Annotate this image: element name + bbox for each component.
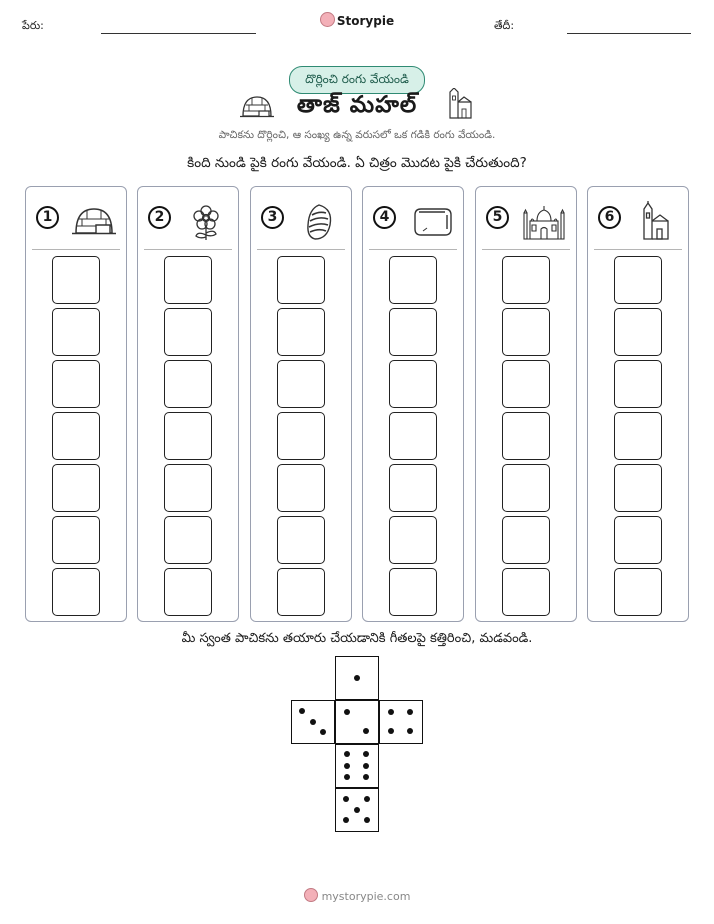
color-square[interactable]	[277, 360, 325, 408]
flower-icon	[182, 201, 230, 241]
die-instruction: మీ స్వంత పాచికను తయారు చేయడానికి గీతలపై కత్తిరించి, మడవండి.	[181, 631, 533, 646]
die-face-3	[291, 700, 335, 744]
color-square[interactable]	[52, 464, 100, 512]
color-square[interactable]	[52, 308, 100, 356]
die-pip	[364, 796, 370, 802]
page-title: తాజ్ మహల్	[296, 92, 418, 118]
brand-name: Storypie	[336, 14, 395, 28]
column-5	[475, 186, 577, 622]
column-3	[250, 186, 352, 622]
die-pip	[343, 796, 349, 802]
color-square[interactable]	[277, 568, 325, 616]
footer-url: mystorypie.com	[321, 890, 411, 903]
storypie-logo-icon	[320, 12, 335, 27]
color-square[interactable]	[164, 464, 212, 512]
color-square[interactable]	[614, 256, 662, 304]
brand-logo	[0, 12, 714, 28]
ice-cube-icon	[407, 201, 455, 241]
color-square[interactable]	[389, 308, 437, 356]
die-pip	[388, 728, 394, 734]
die-pip	[364, 817, 370, 823]
column-number: 5	[486, 206, 509, 229]
column-divider	[594, 249, 682, 250]
die-face-5	[335, 788, 379, 832]
color-square[interactable]	[277, 308, 325, 356]
die-pip	[354, 807, 360, 813]
color-square[interactable]	[52, 516, 100, 564]
column-1	[25, 186, 127, 622]
die-pip	[320, 729, 326, 735]
color-square[interactable]	[502, 568, 550, 616]
color-square[interactable]	[277, 256, 325, 304]
church-icon	[444, 88, 472, 122]
color-square[interactable]	[614, 568, 662, 616]
date-label: తేదీ:	[494, 19, 515, 32]
color-square[interactable]	[164, 412, 212, 460]
color-square[interactable]	[277, 464, 325, 512]
activity-badge: దొర్లించి రంగు వేయండి	[289, 66, 425, 94]
color-square[interactable]	[164, 308, 212, 356]
column-divider	[369, 249, 457, 250]
color-square[interactable]	[164, 360, 212, 408]
die-face-2	[335, 700, 379, 744]
color-square[interactable]	[277, 412, 325, 460]
instruction: కింది నుండి పైకి రంగు వేయండి. ఏ చిత్రం మొదట పైకి చేరుతుంది?	[187, 155, 527, 171]
die-face-4	[379, 700, 423, 744]
color-square[interactable]	[52, 568, 100, 616]
die-face-1	[335, 656, 379, 700]
color-square[interactable]	[52, 360, 100, 408]
color-square[interactable]	[52, 412, 100, 460]
die-face-6	[335, 744, 379, 788]
die-pip	[344, 751, 350, 757]
taj-mahal-icon	[520, 201, 568, 241]
die-pip	[344, 774, 350, 780]
color-square[interactable]	[614, 516, 662, 564]
name-field[interactable]	[101, 33, 256, 34]
color-square[interactable]	[502, 516, 550, 564]
stone-icon	[295, 201, 343, 241]
column-4	[362, 186, 464, 622]
color-square[interactable]	[389, 464, 437, 512]
color-square[interactable]	[389, 568, 437, 616]
color-square[interactable]	[614, 464, 662, 512]
die-pip	[363, 774, 369, 780]
die-pip	[363, 728, 369, 734]
column-2	[137, 186, 239, 622]
color-square[interactable]	[389, 412, 437, 460]
storypie-logo-icon	[304, 888, 318, 902]
die-pip	[310, 719, 316, 725]
color-square[interactable]	[389, 360, 437, 408]
color-square[interactable]	[502, 308, 550, 356]
color-square[interactable]	[502, 360, 550, 408]
color-square[interactable]	[614, 308, 662, 356]
column-6	[587, 186, 689, 622]
color-square[interactable]	[52, 256, 100, 304]
igloo-icon	[70, 201, 118, 241]
die-pip	[343, 817, 349, 823]
color-square[interactable]	[614, 360, 662, 408]
color-square[interactable]	[164, 568, 212, 616]
die-pip	[407, 728, 413, 734]
column-number: 3	[261, 206, 284, 229]
color-square[interactable]	[389, 256, 437, 304]
column-divider	[257, 249, 345, 250]
subtitle: పాచికను దొర్లించి, ఆ సంఖ్య ఉన్న వరుసలో ఒక గడికి రంగు వేయండి.	[218, 129, 496, 141]
column-divider	[32, 249, 120, 250]
color-square[interactable]	[502, 256, 550, 304]
footer	[0, 888, 714, 903]
die-pip	[344, 763, 350, 769]
column-number: 1	[36, 206, 59, 229]
die-pip	[407, 709, 413, 715]
die-pip	[388, 709, 394, 715]
die-pip	[363, 751, 369, 757]
die-pip	[299, 708, 305, 714]
die-pip	[344, 709, 350, 715]
color-square[interactable]	[164, 516, 212, 564]
color-square[interactable]	[502, 464, 550, 512]
color-square[interactable]	[164, 256, 212, 304]
column-number: 2	[148, 206, 171, 229]
color-square[interactable]	[614, 412, 662, 460]
church-icon	[632, 201, 680, 241]
color-square[interactable]	[502, 412, 550, 460]
column-divider	[482, 249, 570, 250]
column-number: 4	[373, 206, 396, 229]
date-field[interactable]	[567, 33, 691, 34]
color-square[interactable]	[277, 516, 325, 564]
die-pip	[354, 675, 360, 681]
column-divider	[144, 249, 232, 250]
column-number: 6	[598, 206, 621, 229]
die-pip	[363, 763, 369, 769]
color-square[interactable]	[389, 516, 437, 564]
name-label: పేరు:	[22, 19, 44, 32]
